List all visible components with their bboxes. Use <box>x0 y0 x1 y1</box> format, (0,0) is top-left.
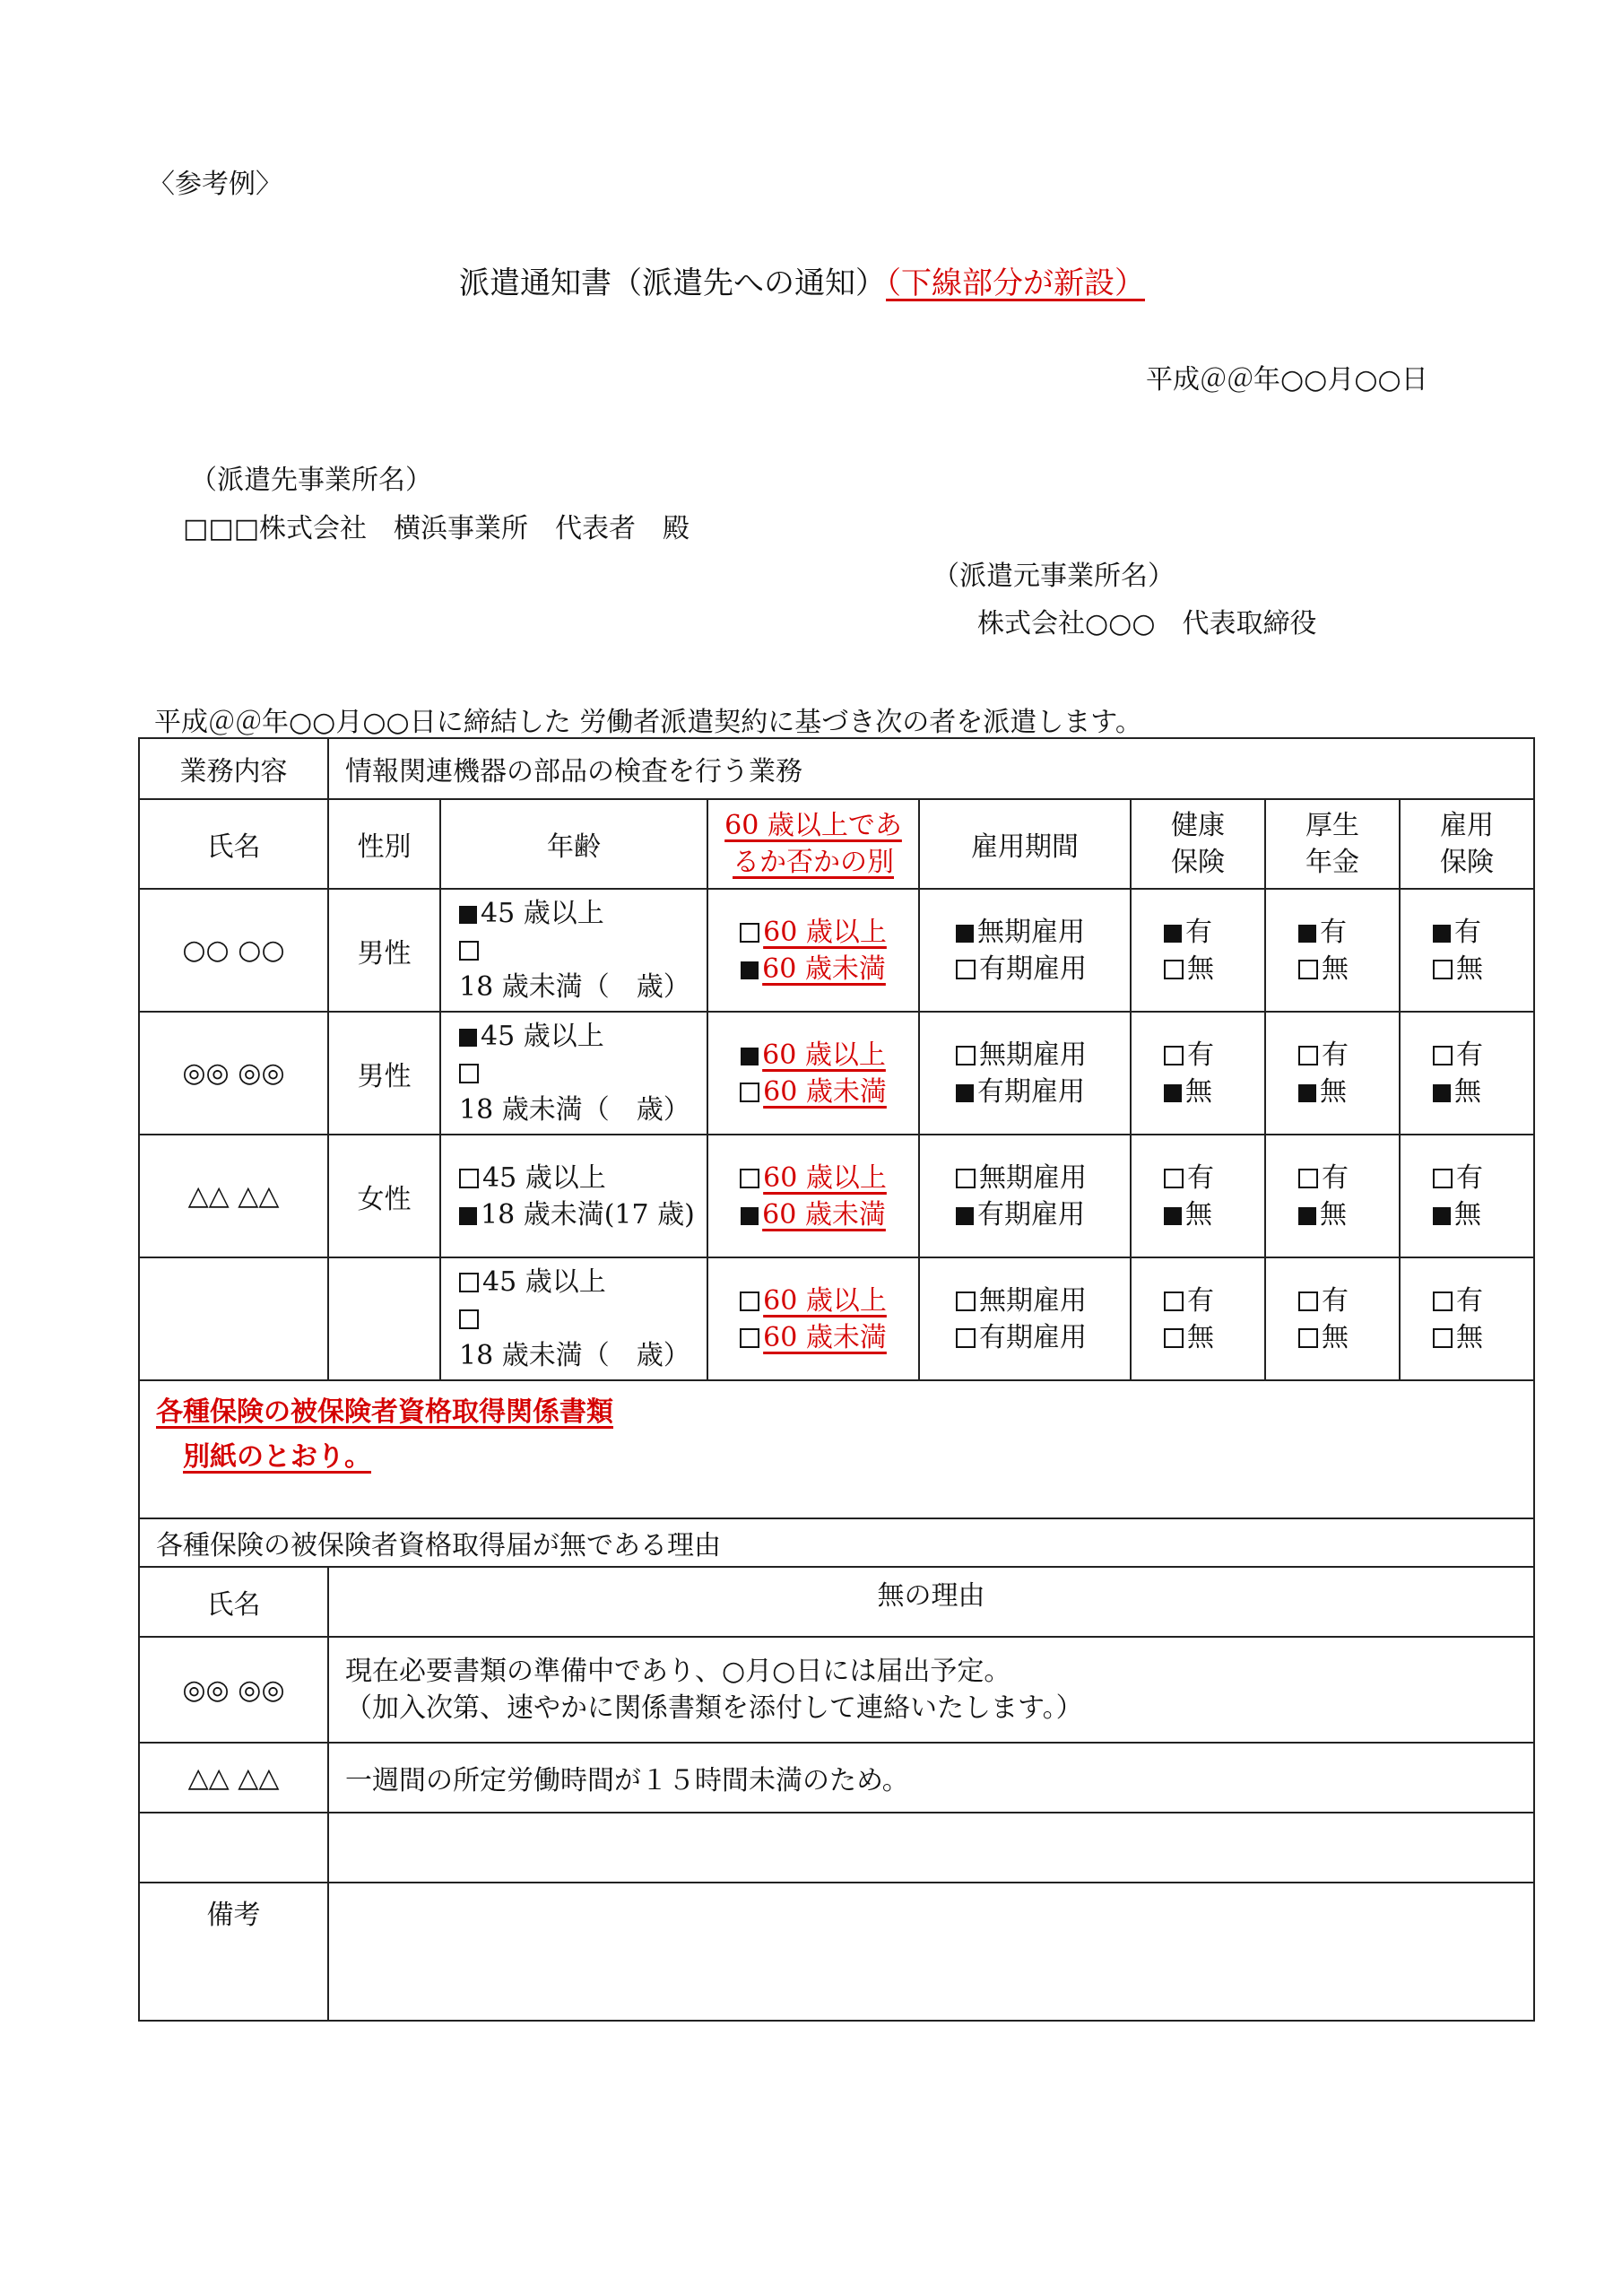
checked-box-icon <box>1433 1084 1451 1102</box>
worker-over60 <box>707 1135 919 1257</box>
option-label: 60 歳未満 <box>763 1075 887 1108</box>
unchecked-box-icon <box>956 1169 976 1188</box>
header-gender: 性別 <box>328 799 440 889</box>
option-label: 18 歳未満（ 歳） <box>459 1094 690 1126</box>
worker-row <box>139 1135 1534 1257</box>
flag-option-no[interactable] <box>1433 1074 1533 1110</box>
worker-employment-insurance <box>1400 1135 1534 1257</box>
header-age: 年齢 <box>440 799 707 889</box>
unchecked-box-icon <box>1433 1169 1453 1188</box>
option-label: 60 歳以上 <box>763 1161 887 1194</box>
option-label: 無期雇用 <box>979 1039 1087 1071</box>
age-option-45plus[interactable] <box>459 1160 707 1196</box>
option-label: 60 歳未満 <box>763 1321 887 1353</box>
checked-box-icon <box>741 961 759 979</box>
option-label: 18 歳未満（ 歳） <box>459 971 690 1003</box>
option-label: 45 歳以上 <box>481 898 604 929</box>
flag-option-yes[interactable] <box>1164 1037 1264 1074</box>
worker-pension <box>1265 889 1400 1012</box>
option-label: 有 <box>1322 1284 1349 1317</box>
unchecked-box-icon <box>740 1083 759 1102</box>
title-note: （下線部分が新設） <box>886 265 1145 301</box>
emp-option-indefinite[interactable] <box>956 1160 1130 1196</box>
emp-option-indefinite[interactable] <box>956 914 1130 951</box>
unchecked-box-icon <box>740 1328 759 1348</box>
document-date: 平成＠＠年○○月○○日 <box>1146 364 1428 396</box>
worker-pension <box>1265 1135 1400 1257</box>
checked-box-icon <box>459 1207 477 1225</box>
unchecked-box-icon <box>1298 960 1318 979</box>
checked-box-icon <box>1164 925 1182 943</box>
worker-gender <box>328 1257 440 1380</box>
reason-text <box>328 1637 1534 1743</box>
age-option-under18[interactable] <box>459 1300 707 1374</box>
header-over60-line1: 60 歳以上であ <box>724 810 902 841</box>
over60-option-yes[interactable] <box>708 1037 918 1074</box>
worker-health-insurance <box>1131 889 1265 1012</box>
emp-option-fixed[interactable] <box>956 1074 1130 1110</box>
option-label: 45 歳以上 <box>481 1021 604 1052</box>
option-label: 無 <box>1185 1075 1212 1108</box>
worker-pension <box>1265 1257 1400 1380</box>
unchecked-box-icon <box>1298 1169 1318 1188</box>
reason-row <box>139 1743 1534 1813</box>
documents-cell <box>139 1380 1534 1518</box>
over60-option-yes[interactable] <box>708 914 918 951</box>
over60-option-no[interactable] <box>708 1319 918 1356</box>
option-label: 無 <box>1456 952 1483 985</box>
reason-row <box>139 1637 1534 1743</box>
dispatch-table <box>138 737 1535 1568</box>
unchecked-box-icon <box>1164 1046 1184 1065</box>
worker-row <box>139 889 1534 1012</box>
option-label: 60 歳以上 <box>763 1284 887 1317</box>
option-label: 18 歳未満（ 歳） <box>459 1340 690 1371</box>
option-label: 無 <box>1322 952 1349 985</box>
reasons-table <box>138 1566 1535 2022</box>
flag-option-no[interactable] <box>1298 1319 1399 1356</box>
checked-box-icon <box>741 1048 759 1065</box>
unchecked-box-icon <box>956 1328 976 1348</box>
recipient-label: （派遣先事業所名） <box>190 465 432 496</box>
option-label: 有 <box>1456 1039 1483 1071</box>
flag-option-yes[interactable] <box>1433 1037 1533 1074</box>
option-label: 有 <box>1187 1039 1214 1071</box>
remarks-row <box>139 1883 1534 2021</box>
sender-name: 株式会社○○○ 代表取締役 <box>977 608 1317 639</box>
option-label: 有 <box>1322 1161 1349 1194</box>
flag-option-no[interactable] <box>1164 951 1264 987</box>
option-label: 60 歳未満 <box>762 1198 886 1231</box>
unchecked-box-icon <box>1433 1046 1453 1065</box>
worker-name <box>139 1257 328 1380</box>
option-label: 無期雇用 <box>979 1284 1087 1317</box>
flag-option-no[interactable] <box>1164 1074 1264 1110</box>
unchecked-box-icon <box>1298 1292 1318 1311</box>
flag-option-no[interactable] <box>1298 1074 1399 1110</box>
flag-option-no[interactable] <box>1298 951 1399 987</box>
checked-box-icon <box>1433 925 1451 943</box>
flag-option-yes[interactable] <box>1298 914 1399 951</box>
worker-name: ◎◎ ◎◎ <box>139 1012 328 1135</box>
unchecked-box-icon <box>1433 1328 1453 1348</box>
worker-row <box>139 1257 1534 1380</box>
unchecked-box-icon <box>956 960 976 979</box>
flag-option-yes[interactable] <box>1164 1160 1264 1196</box>
worker-employment-insurance <box>1400 1257 1534 1380</box>
worker-pension <box>1265 1012 1400 1135</box>
reason-name: ◎◎ ◎◎ <box>139 1637 328 1743</box>
worker-health-insurance <box>1131 1135 1265 1257</box>
over60-option-yes[interactable] <box>708 1160 918 1196</box>
checked-box-icon <box>459 1029 477 1047</box>
option-label: 無 <box>1322 1321 1349 1353</box>
option-label: 45 歳以上 <box>482 1266 606 1298</box>
worker-employment-period <box>919 1012 1131 1135</box>
reference-label: 〈参考例〉 <box>148 169 282 200</box>
header-name: 氏名 <box>139 799 328 889</box>
documents-heading: 各種保険の被保険者資格取得関係書類 <box>156 1396 613 1428</box>
emp-option-indefinite[interactable] <box>956 1283 1130 1319</box>
reason-text <box>328 1813 1534 1883</box>
header-emp-ins-line1: 雇用 <box>1440 810 1495 841</box>
remarks-value[interactable] <box>328 1883 1534 2021</box>
option-label: 無期雇用 <box>977 916 1085 948</box>
option-label: 有期雇用 <box>979 1321 1087 1353</box>
header-health-insurance <box>1131 799 1265 889</box>
worker-name: ○○ ○○ <box>139 889 328 1012</box>
reason-name <box>139 1813 328 1883</box>
header-over60-line2: るか否かの別 <box>733 847 894 878</box>
business-value: 情報関連機器の部品の検査を行う業務 <box>328 738 1534 799</box>
reason-line1: 現在必要書類の準備中であり、○月○日には届出予定。 <box>345 1656 1011 1687</box>
reason-name: △△ △△ <box>139 1743 328 1813</box>
emp-option-indefinite[interactable] <box>956 1037 1130 1074</box>
option-label: 有 <box>1320 916 1347 948</box>
flag-option-yes[interactable] <box>1298 1160 1399 1196</box>
flag-option-yes[interactable] <box>1298 1283 1399 1319</box>
header-pension-line2: 年金 <box>1305 847 1359 878</box>
unchecked-box-icon <box>1164 960 1184 979</box>
worker-employment-insurance <box>1400 889 1534 1012</box>
option-label: 無 <box>1187 1321 1214 1353</box>
worker-health-insurance <box>1131 1257 1265 1380</box>
option-label: 無 <box>1187 952 1214 985</box>
checked-box-icon <box>1164 1084 1182 1102</box>
unchecked-box-icon <box>459 1169 479 1188</box>
worker-age <box>440 889 707 1012</box>
reasons-col-name: 氏名 <box>139 1567 328 1637</box>
option-label: 無期雇用 <box>979 1161 1087 1194</box>
worker-employment-period <box>919 889 1131 1012</box>
worker-age <box>440 1012 707 1135</box>
over60-option-yes[interactable] <box>708 1283 918 1319</box>
reasons-header-row <box>139 1567 1534 1637</box>
checked-box-icon <box>459 906 477 924</box>
header-emp-ins-line2: 保険 <box>1440 847 1495 878</box>
option-label: 60 歳以上 <box>762 1039 886 1071</box>
worker-employment-period <box>919 1135 1131 1257</box>
over60-option-no[interactable] <box>708 951 918 987</box>
worker-gender: 女性 <box>328 1135 440 1257</box>
checked-box-icon <box>1298 1084 1316 1102</box>
option-label: 45 歳以上 <box>482 1161 606 1194</box>
checked-box-icon <box>1298 925 1316 943</box>
flag-option-yes[interactable] <box>1164 914 1264 951</box>
flag-option-yes[interactable] <box>1433 1283 1533 1319</box>
reasons-heading: 各種保険の被保険者資格取得届が無である理由 <box>139 1518 1534 1567</box>
age-option-45plus[interactable] <box>459 1264 707 1300</box>
unchecked-box-icon <box>459 1309 479 1329</box>
unchecked-box-icon <box>740 1292 759 1311</box>
option-label: 無 <box>1456 1321 1483 1353</box>
remarks-label: 備考 <box>139 1883 328 2021</box>
unchecked-box-icon <box>740 1169 759 1188</box>
worker-over60 <box>707 1257 919 1380</box>
flag-option-no[interactable] <box>1433 951 1533 987</box>
title-text: 派遣通知書（派遣先への通知） <box>459 265 886 301</box>
option-label: 有期雇用 <box>977 1198 1085 1231</box>
unchecked-box-icon <box>1298 1046 1318 1065</box>
worker-age <box>440 1135 707 1257</box>
age-option-45plus[interactable] <box>459 1018 707 1055</box>
flag-option-no[interactable] <box>1433 1319 1533 1356</box>
unchecked-box-icon <box>459 1273 479 1292</box>
flag-option-yes[interactable] <box>1164 1283 1264 1319</box>
option-label: 有 <box>1187 1284 1214 1317</box>
option-label: 有 <box>1454 916 1481 948</box>
emp-option-fixed[interactable] <box>956 951 1130 987</box>
option-label: 無 <box>1454 1075 1481 1108</box>
recipient-name: □□□株式会社 横浜事業所 代表者 殿 <box>183 513 690 544</box>
over60-option-no[interactable] <box>708 1074 918 1110</box>
sender-label: （派遣元事業所名） <box>932 561 1175 592</box>
option-label: 有期雇用 <box>979 952 1087 985</box>
option-label: 60 歳未満 <box>762 952 886 985</box>
unchecked-box-icon <box>1298 1328 1318 1348</box>
unchecked-box-icon <box>1433 1292 1453 1311</box>
option-label: 有 <box>1185 916 1212 948</box>
reason-text: 一週間の所定労働時間が１５時間未満のため。 <box>328 1743 1534 1813</box>
option-label: 18 歳未満(17 歳) <box>481 1198 695 1231</box>
age-option-under18[interactable] <box>459 1196 707 1233</box>
reason-row <box>139 1813 1534 1883</box>
checked-box-icon <box>1433 1207 1451 1225</box>
worker-over60 <box>707 1012 919 1135</box>
age-option-under18[interactable] <box>459 1055 707 1128</box>
unchecked-box-icon <box>956 1292 976 1311</box>
intro-text: 平成＠＠年○○月○○日に締結した 労働者派遣契約に基づき次の者を派遣します。 <box>154 707 1142 738</box>
unchecked-box-icon <box>1164 1169 1184 1188</box>
age-option-45plus[interactable] <box>459 895 707 932</box>
worker-employment-period <box>919 1257 1131 1380</box>
emp-option-fixed[interactable] <box>956 1196 1130 1233</box>
worker-gender: 男性 <box>328 889 440 1012</box>
checked-box-icon <box>956 1207 974 1225</box>
header-over60 <box>707 799 919 889</box>
header-employment-insurance <box>1400 799 1534 889</box>
option-label: 有 <box>1322 1039 1349 1071</box>
documents-value: 別紙のとおり。 <box>183 1441 371 1473</box>
checked-box-icon <box>1298 1207 1316 1225</box>
option-label: 無 <box>1454 1198 1481 1231</box>
option-label: 無 <box>1320 1075 1347 1108</box>
worker-row <box>139 1012 1534 1135</box>
header-employment-period: 雇用期間 <box>919 799 1131 889</box>
documents-row <box>139 1380 1534 1518</box>
worker-health-insurance <box>1131 1012 1265 1135</box>
worker-name: △△ △△ <box>139 1135 328 1257</box>
option-label: 無 <box>1185 1198 1212 1231</box>
header-health-line1: 健康 <box>1171 810 1225 841</box>
unchecked-box-icon <box>1164 1328 1184 1348</box>
flag-option-yes[interactable] <box>1433 1160 1533 1196</box>
business-label: 業務内容 <box>139 738 328 799</box>
option-label: 60 歳以上 <box>763 916 887 948</box>
reason-line2: （加入次第、速やかに関係書類を添付して連絡いたします。） <box>345 1692 1083 1724</box>
unchecked-box-icon <box>459 941 479 961</box>
checked-box-icon <box>956 1084 974 1102</box>
over60-option-no[interactable] <box>708 1196 918 1233</box>
unchecked-box-icon <box>956 1046 976 1065</box>
option-label: 有 <box>1456 1161 1483 1194</box>
header-row <box>139 799 1534 889</box>
checked-box-icon <box>1164 1207 1182 1225</box>
option-label: 有期雇用 <box>977 1075 1085 1108</box>
unchecked-box-icon <box>740 923 759 943</box>
header-pension-line1: 厚生 <box>1305 810 1359 841</box>
business-row <box>139 738 1534 799</box>
emp-option-fixed[interactable] <box>956 1319 1130 1356</box>
reasons-heading-row <box>139 1518 1534 1567</box>
checked-box-icon <box>956 925 974 943</box>
option-label: 有 <box>1187 1161 1214 1194</box>
flag-option-no[interactable] <box>1164 1196 1264 1233</box>
worker-over60 <box>707 889 919 1012</box>
worker-age <box>440 1257 707 1380</box>
flag-option-no[interactable] <box>1164 1319 1264 1356</box>
worker-gender: 男性 <box>328 1012 440 1135</box>
unchecked-box-icon <box>1164 1292 1184 1311</box>
reasons-col-reason: 無の理由 <box>328 1567 1534 1637</box>
unchecked-box-icon <box>1433 960 1453 979</box>
document-title <box>459 258 1145 302</box>
age-option-under18[interactable] <box>459 932 707 1005</box>
option-label: 有 <box>1456 1284 1483 1317</box>
unchecked-box-icon <box>459 1064 479 1083</box>
flag-option-no[interactable] <box>1433 1196 1533 1233</box>
flag-option-yes[interactable] <box>1433 914 1533 951</box>
flag-option-no[interactable] <box>1298 1196 1399 1233</box>
header-pension <box>1265 799 1400 889</box>
worker-employment-insurance <box>1400 1012 1534 1135</box>
checked-box-icon <box>741 1207 759 1225</box>
flag-option-yes[interactable] <box>1298 1037 1399 1074</box>
option-label: 無 <box>1320 1198 1347 1231</box>
header-health-line2: 保険 <box>1171 847 1225 878</box>
